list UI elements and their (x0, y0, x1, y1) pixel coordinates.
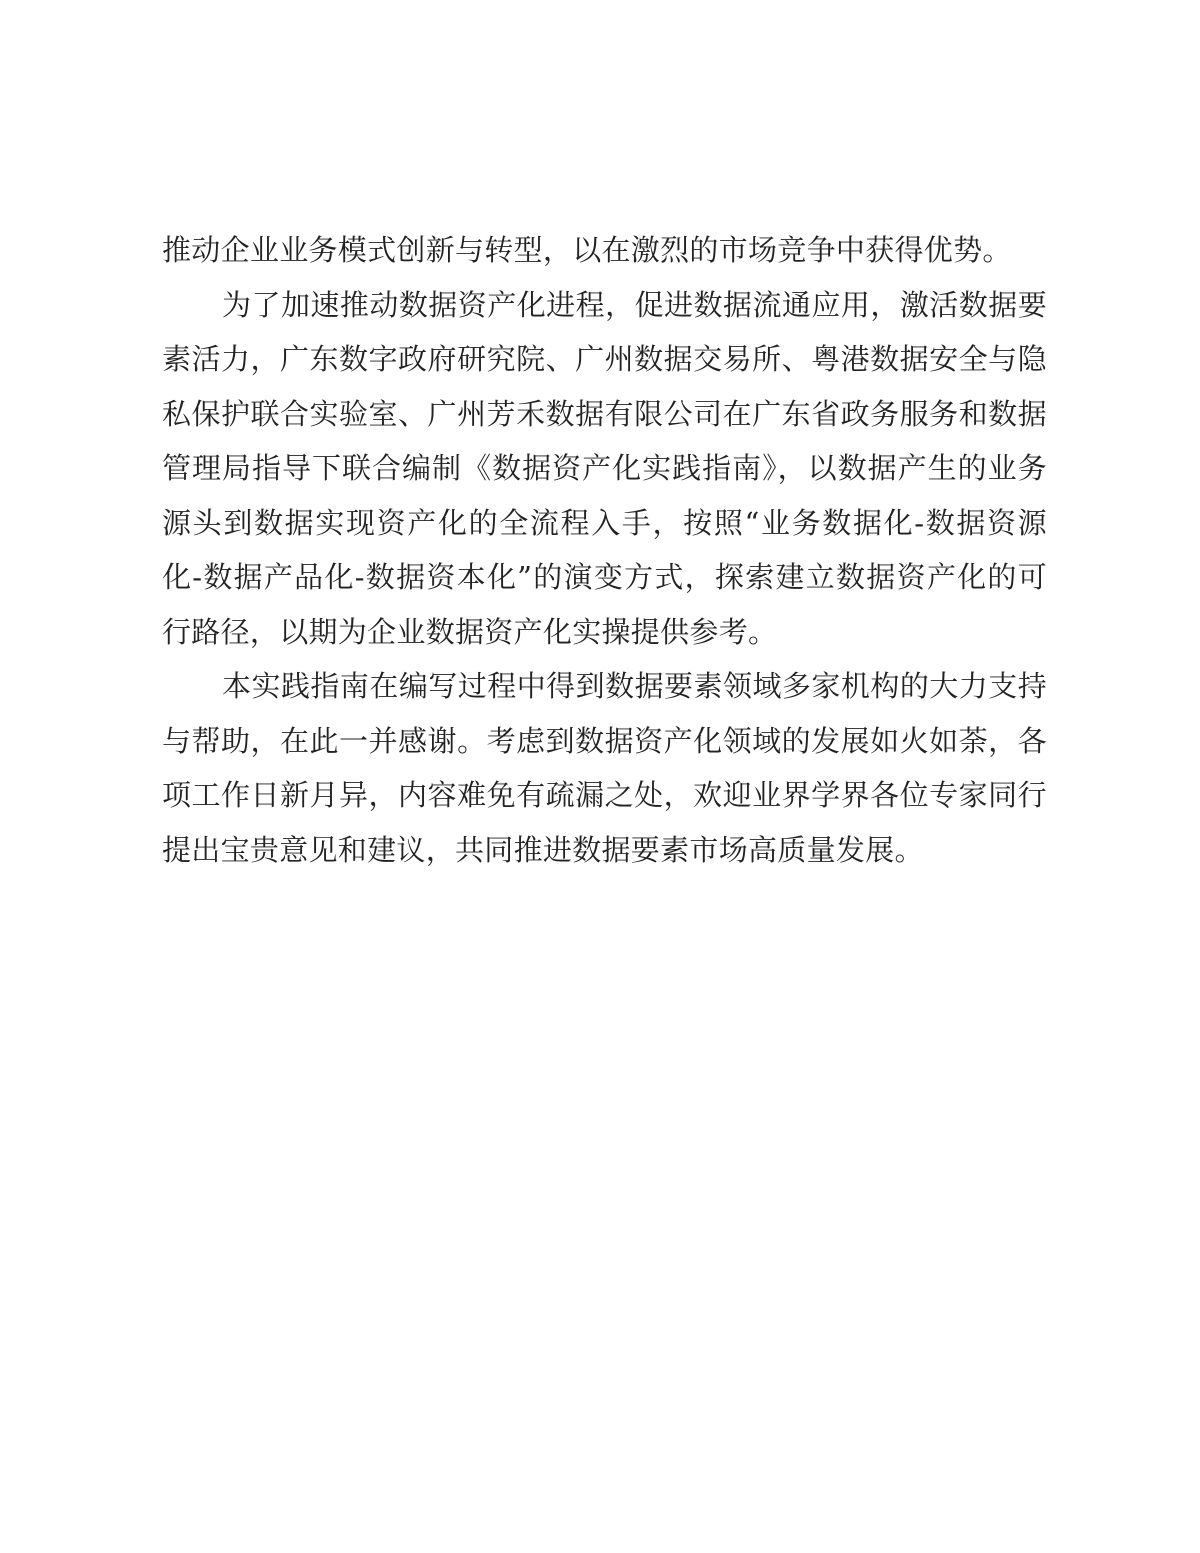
paragraph-purpose: 为了加速推动数据资产化进程，促进数据流通应用，激活数据要素活力，广东数字政府研究院、广州数据交易所、粤港数据安全与隐私保护联合实验室、广州芳禾数据有限公司在广东省政务服务和数据管理局指导下联合编制《数据资产化实践指南》，以数据产生的业务源头到数据实现资产化的全流程入手，按照“业务数据化-数据资源化-数据产品化-数据资本化”的演变方式，探索建立数据资产化的可行路径，以期为企业数据资产化实操提供参考。 (162, 287, 1047, 649)
paragraph-continuation: 推动企业业务模式创新与转型，以在激烈的市场竞争中获得优势。 (162, 233, 1012, 267)
document-body (162, 223, 1047, 877)
paragraph-acknowledgement: 本实践指南在编写过程中得到数据要素领域多家机构的大力支持与帮助，在此一并感谢。考虑到数据资产化领域的发展如火如荼，各项工作日新月异，内容难免有疏漏之处，欢迎业界学界各位专家同行提出宝贵意见和建议，共同推进数据要素市场高质量发展。 (162, 669, 1047, 867)
